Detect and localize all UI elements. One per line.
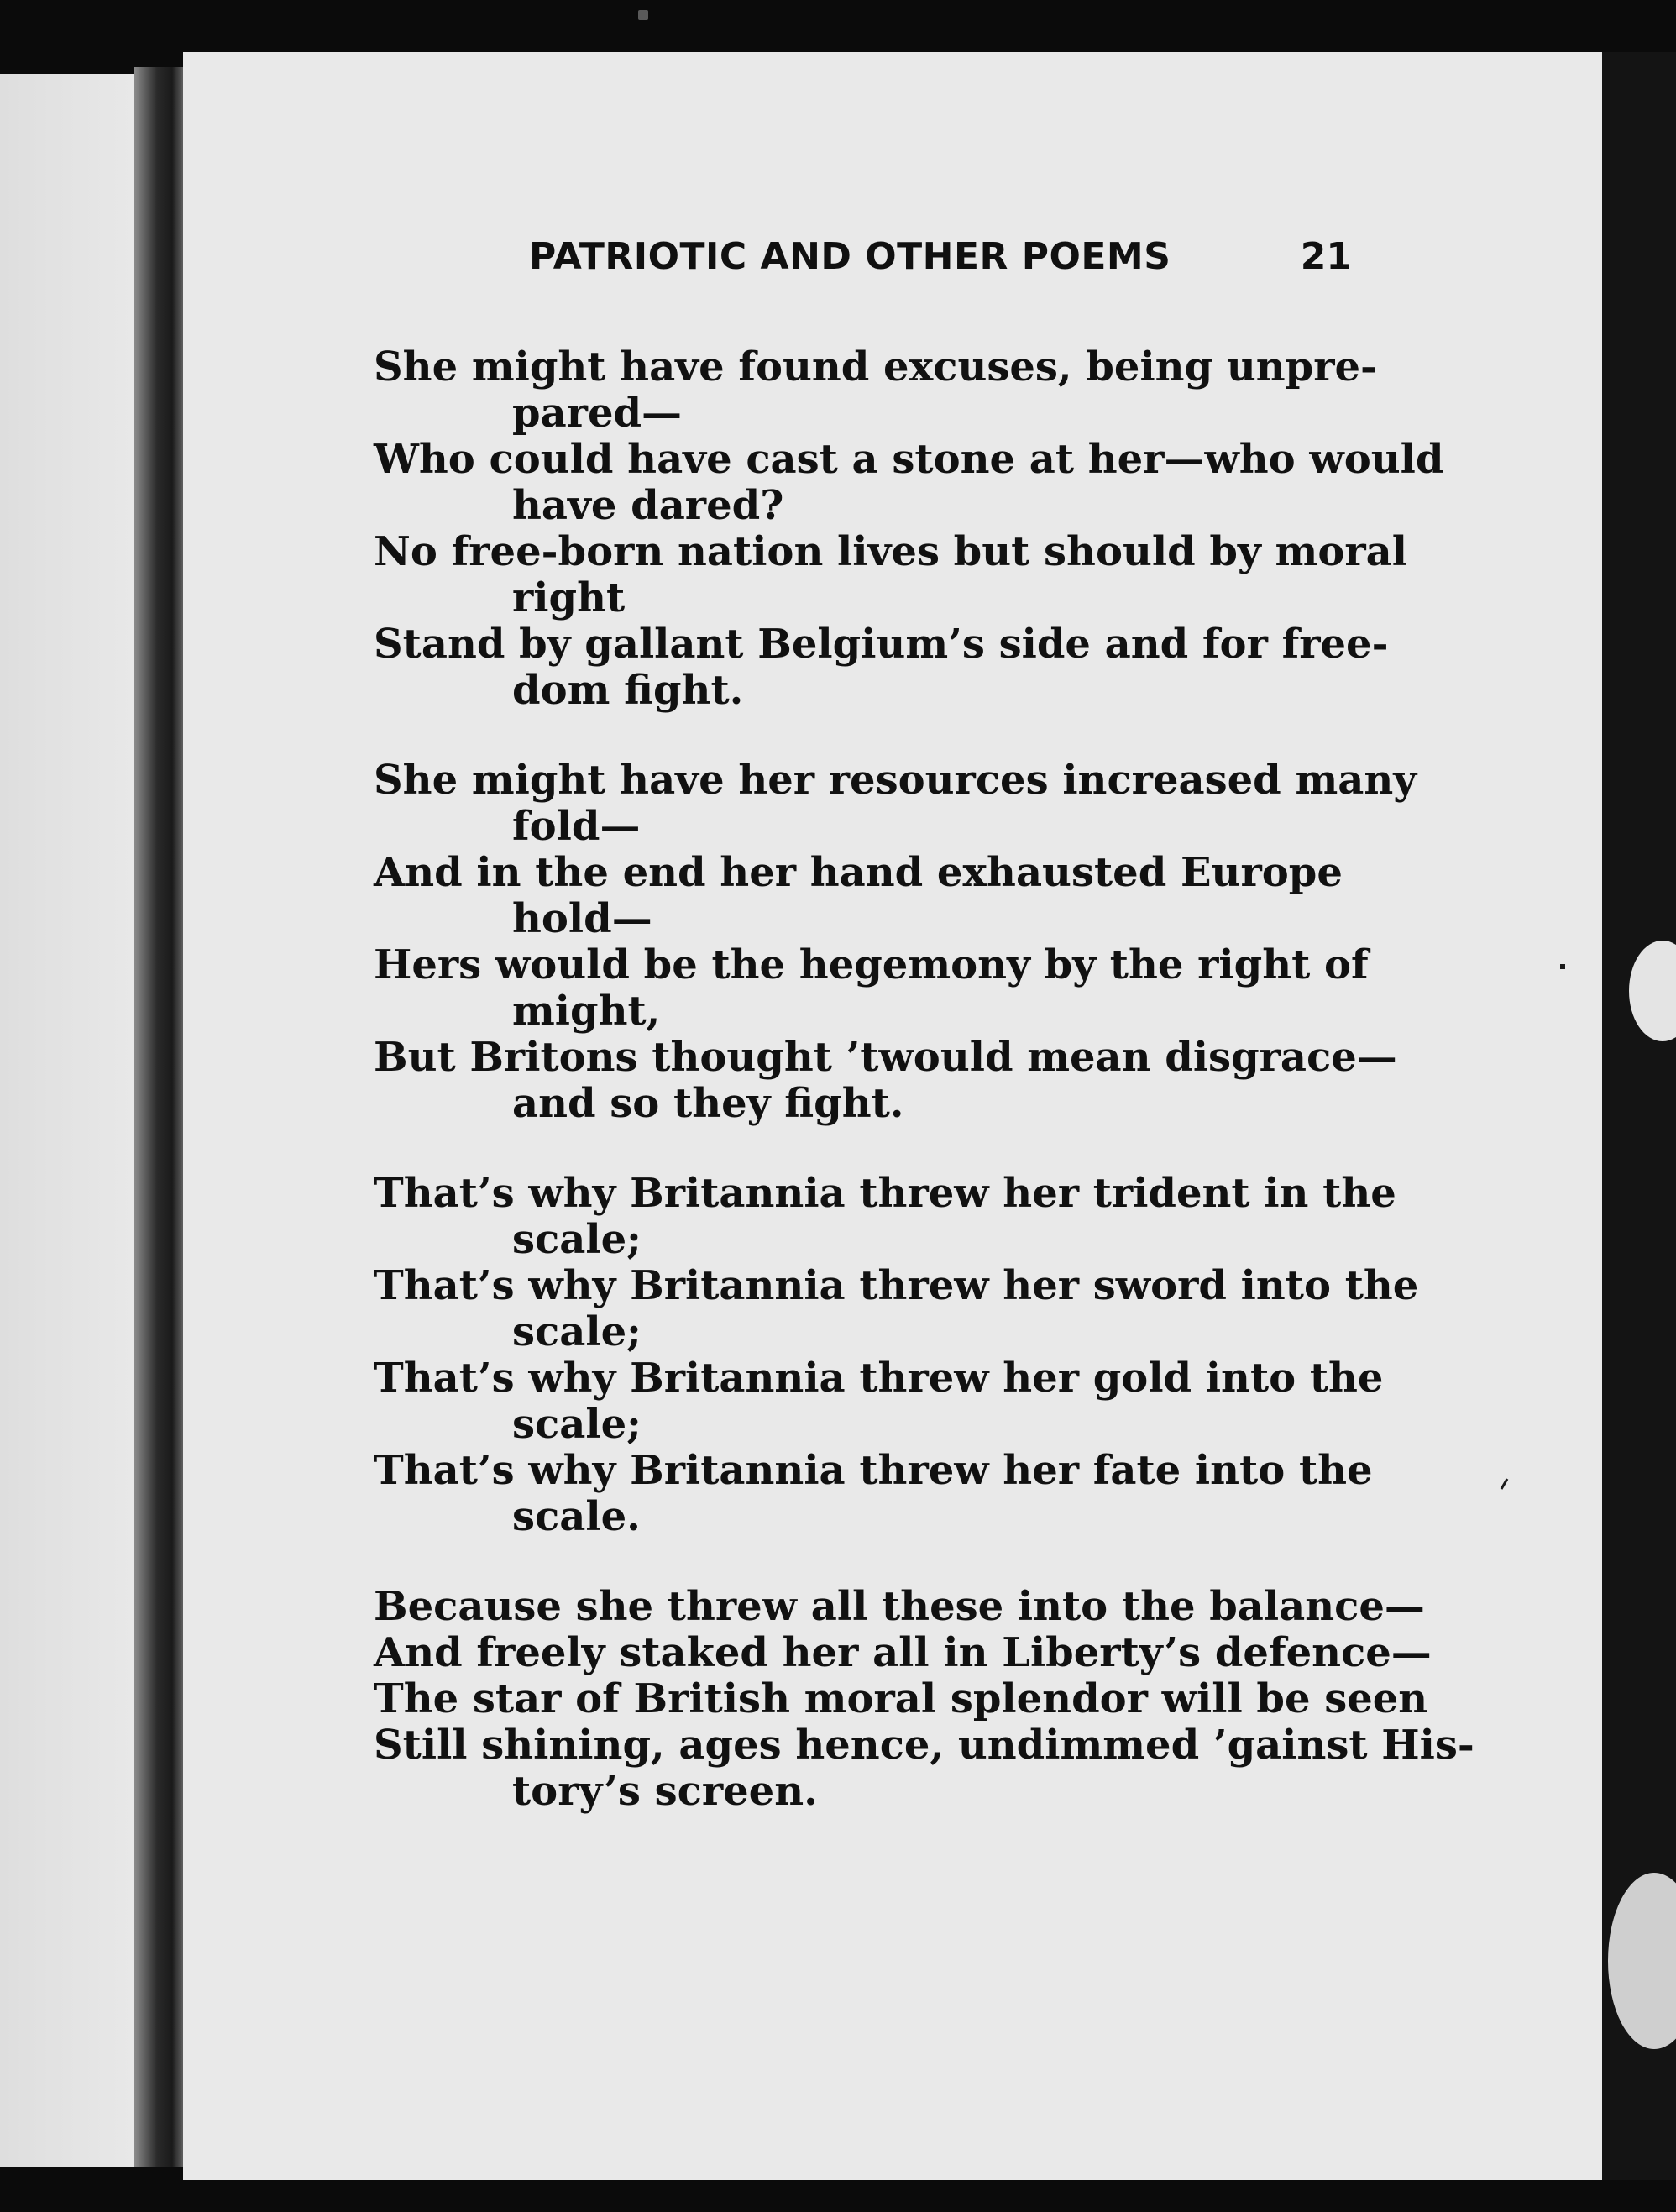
scan-mark — [638, 10, 648, 20]
poem-line-continuation: scale. — [512, 1493, 641, 1540]
poem-line: But Britons thought ’twould mean disgrace— — [374, 1034, 1397, 1081]
poem-line: No free-born nation lives but should by moral — [374, 528, 1407, 575]
poem-line-continuation: scale; — [512, 1216, 642, 1263]
stanza — [374, 757, 1417, 1127]
poem-line-continuation: hold— — [512, 895, 652, 942]
poem-line-continuation: dom fight. — [512, 667, 744, 714]
poem-line: That’s why Britannia threw her trident in the — [374, 1170, 1396, 1217]
poem-line: And in the end her hand exhausted Europe — [374, 849, 1343, 896]
running-head-title: PATRIOTIC AND OTHER POEMS — [529, 235, 1171, 278]
page-edge-shadow — [1602, 52, 1676, 2180]
facing-page-edge — [0, 74, 134, 2167]
poem-line: She might have her resources increased many — [374, 757, 1417, 804]
poem-line: She might have found excuses, being unpre- — [374, 343, 1377, 391]
poem-line-continuation: tory’s screen. — [512, 1768, 818, 1815]
poem-line: The star of British moral splendor will be seen — [374, 1675, 1428, 1722]
poem-line-continuation: fold— — [512, 803, 641, 850]
poem-body — [374, 343, 1474, 1858]
poem-line-continuation: scale; — [512, 1308, 642, 1355]
stanza — [374, 343, 1444, 714]
page-number: 21 — [1300, 235, 1352, 278]
poem-line: Because she threw all these into the balance— — [374, 1583, 1425, 1630]
stanza — [374, 1583, 1474, 1815]
stanza — [374, 1170, 1419, 1540]
poem-line: Still shining, ages hence, undimmed ’gainst His- — [374, 1722, 1474, 1769]
poem-line-continuation: and so they fight. — [512, 1080, 904, 1127]
poem-line-continuation: right — [512, 574, 626, 621]
poem-line: And freely staked her all in Liberty’s defence— — [374, 1629, 1432, 1676]
poem-line: That’s why Britannia threw her gold into the — [374, 1355, 1384, 1402]
poem-line: That’s why Britannia threw her fate into the — [374, 1447, 1373, 1494]
poem-line-continuation: scale; — [512, 1401, 642, 1448]
poem-line: That’s why Britannia threw her sword into the — [374, 1262, 1419, 1309]
poem-line-continuation: have dared? — [512, 482, 784, 529]
poem-line: Stand by gallant Belgium’s side and for free- — [374, 621, 1389, 668]
poem-line-continuation: might, — [512, 988, 661, 1035]
running-head — [529, 235, 1360, 294]
book-gutter — [134, 67, 185, 2167]
dust-speck — [1560, 964, 1565, 969]
poem-line: Who could have cast a stone at her—who would — [374, 436, 1444, 483]
poem-line-continuation: pared— — [512, 390, 683, 437]
poem-line: Hers would be the hegemony by the right of — [374, 941, 1369, 988]
